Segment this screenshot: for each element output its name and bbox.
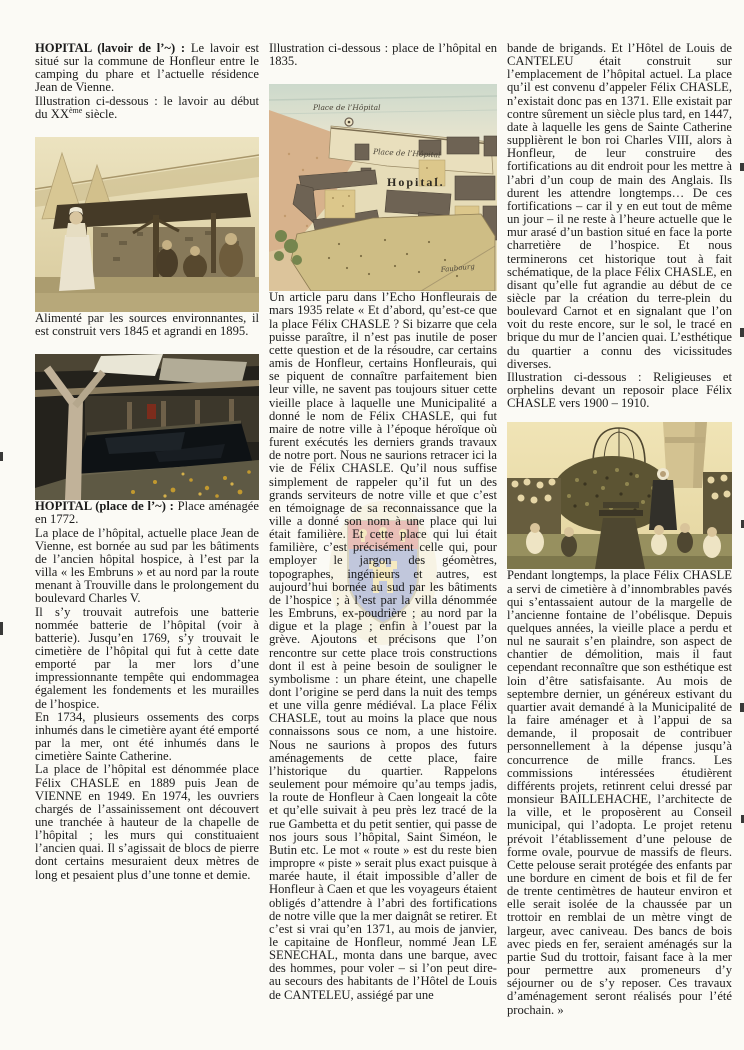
photo-lavoir-moderne [35, 354, 259, 500]
paragraph-pendant-longtemps: Pendant longtemps, la place Félix CHASLE a servi de cimetière à d’innombrables pavés qui s’entassaient autour de la margelle de l’ancienne fontaine de l’obélisque. Depuis quelques années, la vieille place a perdu et nul ne saurait s’en plaindre, son aspect de chantier de démolition, mais il faut cependant reconnaître que son esthétique est loin d’être satisfaisante. Au mois de septembre dernier, un généreux estivant du quartier avait demandé à la Municipalité de la faire aménager et à l’appui de sa demande, il proposait de contribuer personnellement à la dépense jusqu’à concurrence de mille francs. Les commissions intéressées étudièrent différents projets, retinrent celui dressé par monsieur BAILLEHACHE, l’architecte de la ville, et le proposèrent au Conseil municipal, qui l’adopta. Le projet retenu prévoit l’établissement d’une pelouse de forme ovale, pourvue de massifs de fleurs. Cette pelouse serait protégée des enfants par une bordure en ciment de bois et fil de fer de trente centimètres de hauteur environ et elle serait isolée de la chaussée par un trottoir en remblai de un mètre vingt de largeur, avec caniveau. Des bancs de bois avec pieds en fer, seraient aménagés sur la partie Sud du trottoir, faisant face à la mer pour permettre aux promeneurs d’y séjourner ou de s’y reposer. Ces travaux d’aménagement seront réalisés pour l’été prochain. » [507, 568, 732, 1017]
middle-column [269, 42, 497, 1002]
entry-place-term: HOPITAL (place de l’~) : [35, 499, 174, 514]
paragraph-renaming: La place de l’hôpital est dénommée place Félix CHASLE en 1889 puis Jean de VIENNE en 1949. En 1974, les ouvriers chargés de l’assainissement ont découvert une tranchée à hauteur de la chapelle de l’hôpital ; les murs qui constituaient l’ancien quai. Il s’agissait de blocs de pierre dont certains mesuraient deux mètres de long et pesaient plus d’une tonne et demie. [35, 762, 259, 882]
scan-artifact [740, 163, 744, 171]
note-text-end: siècle. [82, 106, 118, 121]
entry-lavoir-text: Le lavoir est situé sur la commune de Honfleur entre le camping du phare et l’actuelle résidence Jean de Vienne. [35, 41, 259, 95]
entry-place-text: Place aménagée en 1772. [35, 499, 259, 527]
entry-place [35, 500, 259, 526]
scan-artifact [740, 328, 744, 337]
map-label-faubourg: Faubourg [440, 262, 476, 275]
illustration-note-lavoir [35, 95, 259, 121]
paragraph-continuation: bande de brigands. Et l’Hôtel de Louis de CANTELEU était construit sur l’emplacement de l’hôpital actuel. La place qu’il est convenu d’appeler Félix CHASLE, n’existait donc pas en 1371. Elle existait par contre sûrement un siècle plus tard, en 1447, date à laquelle les gens de Sainte Catherine supplièrent le bon roi Charles VIII, alors à Honfleur, de leur construire des fortifications au dit endroit pour les mettre à l’abri d’un coup de main des Anglais. Ils durent les attendre longtemps… De ces fortifications – car il y en eut tout de même un jour – il ne reste à l’heure actuelle que le mur arasé d’un bastion situé en face la porte charretière de l’hospice. Et nous terminerons cet historique tout à fait schématique, de la place Félix CHASLE, en disant qu’elle fut agrandie au début de ce siècle par la création du terre-plein du boulevard Carnot et en signalant que l’on voit du reste encore, sur le sol, le tracé en brique du mur de l’ancien quai. L’esthétique du quartier a connu des vicissitudes diverses. [507, 41, 732, 371]
paragraph-borders: La place de l’hôpital, actuelle place Jean de Vienne, est bornée au sud par les bâtiments de l’ancien hôpital hospice, à l’est par la villa « les Embruns » et au nord par la route menant à Trouville dans le prolongement du boulevard Charles V. [35, 525, 259, 606]
photo-lavoir-1900 [35, 137, 259, 312]
illustration-note-map: Illustration ci-dessous : place de l’hôpital en 1835. [269, 41, 497, 69]
paragraph-article-1935: Un article paru dans l’Echo Honfleurais de mars 1935 relate « Et d’abord, qu’est-ce que la place Félix CHASLE ? Si bizarre que cela puisse paraître, il n’est pas inutile de poser cette question et de la résoudre, car certains amis de Honfleur, certains Honfleurais, qui se piquent de connaître parfaitement bien leur ville, ne savent pas toujours situer cette vieille place à laquelle une Municipalité a donné le nom de Félix CHASLE, qui fut maire de notre ville à l’époque héroïque où furent exécutés les derniers grands travaux de notre port. Nous ne saurions retracer ici la vie de Félix CHASLE. Qu’il nous suffise simplement de rappeler qu’il fut un des grands serviteurs de notre ville et que c’est en témoignage de sa reconnaissance que la ville a donné son nom à une place qui lui était familière. Et cette place qui lui était familière, c’est précisément celle qui, pour employer le jargon des géomètres, topographes, ingénieurs et autres, est aujourd’hui bornée au sud par les bâtiments de l’hospice ; à l’est par la villa dénommée les Embruns, ex-poudrière ; au nord par la digue et la plage ; enfin à l’ouest par la grève. Ajoutons et précisons que l’on rencontre sur cette place trois constructions dont il est à peine besoin de souligner le symbolisme : un phare éteint, une chapelle dont l’origine se perd dans la nuit des temps et une villa genre médiéval. La place Félix CHASLE, tout au moins la place que nous connaissons sous ce nom, a une histoire. Nous ne saurions à propos des futurs aménagements de cette place, faire l’historique du quartier. Rappelons seulement pour mémoire qu’au temps jadis, la route de Honfleur à Caen longeait la côte et qu’elle suivait à peu près lez tracé de la rue Gambetta et du petit sentier, qui passe de nos jours sous l’hôpital, Saint Siméon, le Butin etc. Le mot « route » est du reste bien impropre « piste » serait plus exact puisque à marée haute, il était impossible d’aller de Honfleur à Caen et que les voyageurs étaient obligés d’attendre à l’abri des fortifications de notre ville que la mer daignât se retirer. Et c’est si vrai qu’en 1371, au mois de janvier, le capitaine de Honfleur, nommé Jean LE SENECHAL, monta dans une barque, avec des hommes, pour voler – si l’on peut dire- au secours des habitants de l’Hôtel de Louis de CANTELEU, assiégé par une [269, 290, 497, 1002]
entry-lavoir-term: HOPITAL (lavoir de l’~) : [35, 41, 186, 55]
map-label-mid: Place de l’Hôpital [372, 147, 441, 160]
ordinal-superscript: ème [68, 105, 83, 115]
caption-sources: Alimenté par les sources environnantes, il est construit vers 1845 et agrandi en 1895. [35, 310, 259, 339]
scan-artifact [740, 703, 744, 712]
paragraph-ossements: En 1734, plusieurs ossements des corps inhumés dans le cimetière ayant été emporté par la mer, ont été inhumés dans le cimetière Sainte Catherine. [35, 709, 259, 764]
map-label-top: Place de l’Hôpital [313, 103, 381, 113]
right-column [507, 42, 732, 1017]
illustration-note-reposoir: Illustration ci-dessous : Religieuses et orphelins devant un reposoir place Félix CHASLE vers 1900 – 1910. [507, 369, 732, 411]
note-text: Illustration ci-dessous : le lavoir au début du XX [35, 93, 259, 121]
map-label-hopital: Hopital. [387, 175, 445, 190]
entry-lavoir [35, 42, 259, 95]
left-column [35, 42, 259, 882]
scan-artifact [0, 452, 3, 461]
map-place-hopital-1835 [269, 84, 497, 291]
paragraph-batterie: Il s’y trouvait autrefois une batterie nommée batterie de l’hôpital (voir à batterie). Jusqu’en 1769, s’y trouvait le cimetière de l’hôpital qui fut à cette date emporté par la mer lors d’une impressionnante tempête qui endommagea également les fondements et les murailles de l’hospice. [35, 604, 259, 711]
photo-reposoir-1900 [507, 422, 732, 569]
scan-artifact [0, 622, 3, 635]
